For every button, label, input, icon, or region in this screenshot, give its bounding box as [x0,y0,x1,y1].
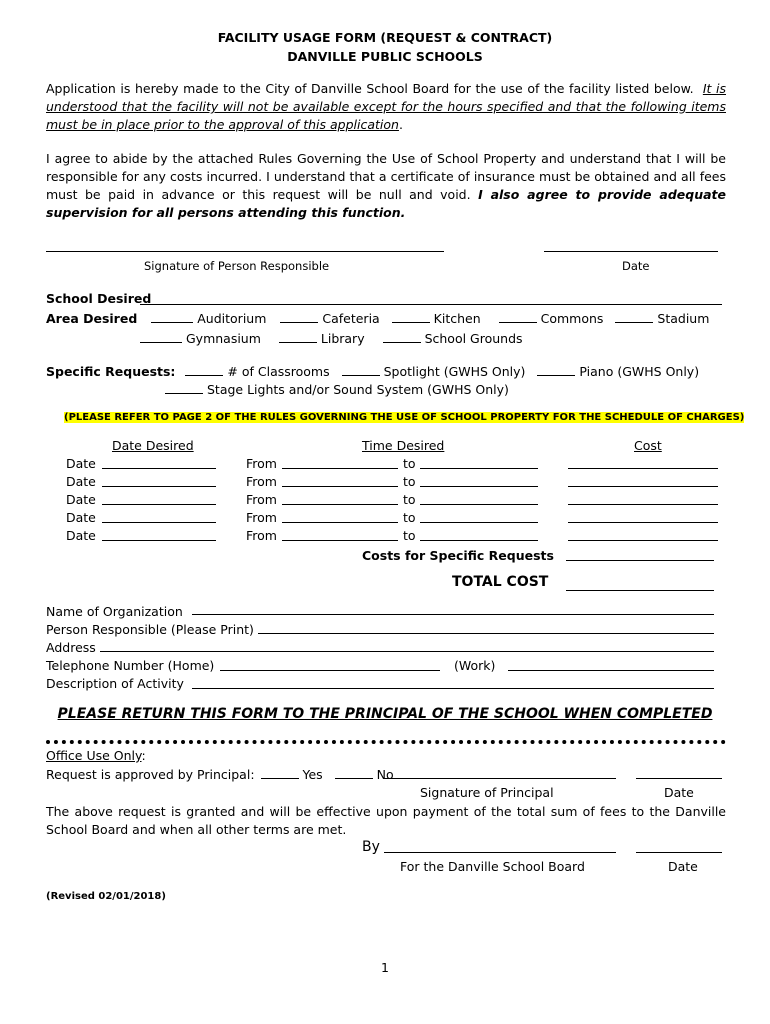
schedule-from-label: From [246,510,277,525]
address-label: Address [46,640,96,655]
schedule-to-field[interactable] [420,468,538,469]
cafeteria-blank[interactable] [280,311,318,323]
schedule-from-field[interactable] [282,486,398,487]
area-desired-row-1 [46,311,709,326]
office-use-heading-text: Office Use Only [46,748,142,763]
stadium-blank[interactable] [615,311,653,323]
phone-work-label: (Work) [454,658,496,673]
area-stadium: Stadium [657,311,710,326]
approval-yes: Yes [302,767,323,782]
approval-yes-blank[interactable] [261,767,299,779]
area-desired-label: Area Desired [46,311,138,326]
area-kitchen: Kitchen [433,311,481,326]
by-label: By [362,839,380,855]
phone-home-label: Telephone Number (Home) [46,658,215,673]
responsible-date-label: Date [622,259,650,273]
specific-costs-label: Costs for Specific Requests [362,548,554,563]
schedule-to-label: to [403,510,416,525]
person-responsible-label: Person Responsible (Please Print) [46,622,254,637]
auditorium-blank[interactable] [151,311,193,323]
spotlight-blank[interactable] [342,364,380,376]
activity-field[interactable] [192,688,714,689]
area-library: Library [320,331,365,346]
schedule-date-field[interactable] [102,504,216,505]
specific-requests-row-1 [46,364,699,379]
board-label: For the Danville School Board [400,859,585,874]
district-name: DANVILLE PUBLIC SCHOOLS [287,49,483,64]
board-date-label: Date [668,859,698,874]
schedule-to-label: to [403,474,416,489]
schedule-from-field[interactable] [282,522,398,523]
area-auditorium: Auditorium [197,311,267,326]
page-number: 1 [381,960,389,975]
activity-label: Description of Activity [46,676,184,691]
schedule-cost-field[interactable] [568,540,718,541]
schedule-to-field[interactable] [420,504,538,505]
area-cafeteria: Cafeteria [322,311,380,326]
schedule-from-label: From [246,528,277,543]
responsible-date-line[interactable] [544,251,718,252]
schedule-to-field[interactable] [420,486,538,487]
schedule-date-label: Date [66,474,96,489]
schedule-cost-field[interactable] [568,504,718,505]
schedule-to-label: to [403,456,416,471]
approval-row [46,767,394,782]
address-field[interactable] [100,651,714,652]
charges-notice [64,412,744,423]
specific-costs-field[interactable] [566,560,714,561]
library-blank[interactable] [279,331,317,343]
request-spotlight: Spotlight (GWHS Only) [383,364,526,379]
schedule-date-field[interactable] [102,486,216,487]
schedule-date-label: Date [66,492,96,507]
specific-requests-row-2 [165,382,509,397]
schedule-cost-field[interactable] [568,486,718,487]
intro-p2-plain: I agree to abide by the attached Rules Governing the Use of School Property and understand that I will be responsible for any costs incurred. I understand that a certificate of insurance must be obtained and all fees must be paid in advance or this request will be null and void. [46,151,726,202]
form-title: FACILITY USAGE FORM (REQUEST & CONTRACT) [217,30,553,45]
area-commons: Commons [540,311,604,326]
schedule-date-field[interactable] [102,540,216,541]
request-piano: Piano (GWHS Only) [579,364,700,379]
principal-date-field[interactable] [636,778,722,779]
phone-home-field[interactable] [220,670,440,671]
board-signature-field[interactable] [384,852,616,853]
schedule-from-label: From [246,474,277,489]
approval-no-blank[interactable] [335,767,373,779]
granted-text: The above request is granted and will be effective upon payment of the total sum of fees to the Danville School Board and when all other terms are met. [46,804,726,837]
kitchen-blank[interactable] [392,311,430,323]
organization-field[interactable] [192,614,714,615]
area-desired-row-2 [140,331,523,346]
schedule-from-field[interactable] [282,504,398,505]
responsible-signature-line[interactable] [46,251,444,252]
schedule-date-label: Date [66,528,96,543]
specific-requests-label: Specific Requests: [46,364,176,379]
schedule-from-label: From [246,492,277,507]
principal-signature-label: Signature of Principal [420,785,554,800]
total-cost-label: TOTAL COST [452,574,549,590]
schedule-date-label: Date [66,456,96,471]
commons-blank[interactable] [499,311,537,323]
responsible-signature-label: Signature of Person Responsible [144,259,330,273]
schedule-from-field[interactable] [282,468,398,469]
schedule-from-field[interactable] [282,540,398,541]
schedule-to-label: to [403,528,416,543]
principal-signature-field[interactable] [384,778,616,779]
area-school-grounds: School Grounds [424,331,523,346]
intro-paragraph-2 [46,150,726,222]
principal-date-label: Date [664,785,694,800]
schedule-from-label: From [246,456,277,471]
date-desired-header: Date Desired [112,438,194,453]
person-responsible-field[interactable] [258,633,714,634]
request-classrooms: # of Classrooms [227,364,330,379]
stage-lights-blank[interactable] [165,382,203,394]
approval-no: No [376,767,394,782]
office-use-heading: Office Use Only: [46,748,146,763]
schedule-to-label: to [403,492,416,507]
board-date-field[interactable] [636,852,722,853]
return-notice: PLEASE RETURN THIS FORM TO THE PRINCIPAL OF THE SCHOOL WHEN COMPLETED [57,706,713,722]
area-gymnasium: Gymnasium [185,331,261,346]
school-desired-label: School Desired [46,291,152,306]
schedule-to-field[interactable] [420,540,538,541]
office-separator [46,740,726,744]
piano-blank[interactable] [537,364,575,376]
schedule-date-label: Date [66,510,96,525]
total-cost-field[interactable] [566,590,714,591]
request-stage-lights: Stage Lights and/or Sound System (GWHS Only) [206,382,509,397]
intro-p1-plain: Application is hereby made to the City of Danville School Board for the use of the facility listed below. [46,81,694,96]
school-grounds-blank[interactable] [383,331,421,343]
schedule-date-field[interactable] [102,468,216,469]
schedule-cost-field[interactable] [568,522,718,523]
time-desired-header: Time Desired [362,438,445,453]
schedule-to-field[interactable] [420,522,538,523]
phone-work-field[interactable] [508,670,714,671]
approval-label: Request is approved by Principal: [46,767,255,782]
schedule-date-field[interactable] [102,522,216,523]
charges-notice-text: (PLEASE REFER TO PAGE 2 OF THE RULES GOVERNING THE USE OF SCHOOL PROPERTY FOR THE SCHEDULE OF CHARGES) [64,412,745,423]
intro-p1-emphasis: It is understood that the facility will not be available except for the hours specified and that the following items must be in place prior to the approval of this application [46,81,726,132]
school-desired-field[interactable] [140,304,722,305]
intro-paragraph-1: Application is hereby made to the City of Danville School Board for the use of the facility listed below. It is understood that the facility will not be available except for the hours specified and that the following items must be in place prior to the approval of this application. [46,81,726,132]
cost-header: Cost [634,438,662,453]
organization-label: Name of Organization [46,604,183,619]
schedule-cost-field[interactable] [568,468,718,469]
gymnasium-blank[interactable] [140,331,182,343]
revised-date: (Revised 02/01/2018) [46,891,166,902]
classrooms-blank[interactable] [185,364,223,376]
intro-p2-emphasis: I also agree to provide adequate supervision for all persons attending this function. [46,187,726,220]
